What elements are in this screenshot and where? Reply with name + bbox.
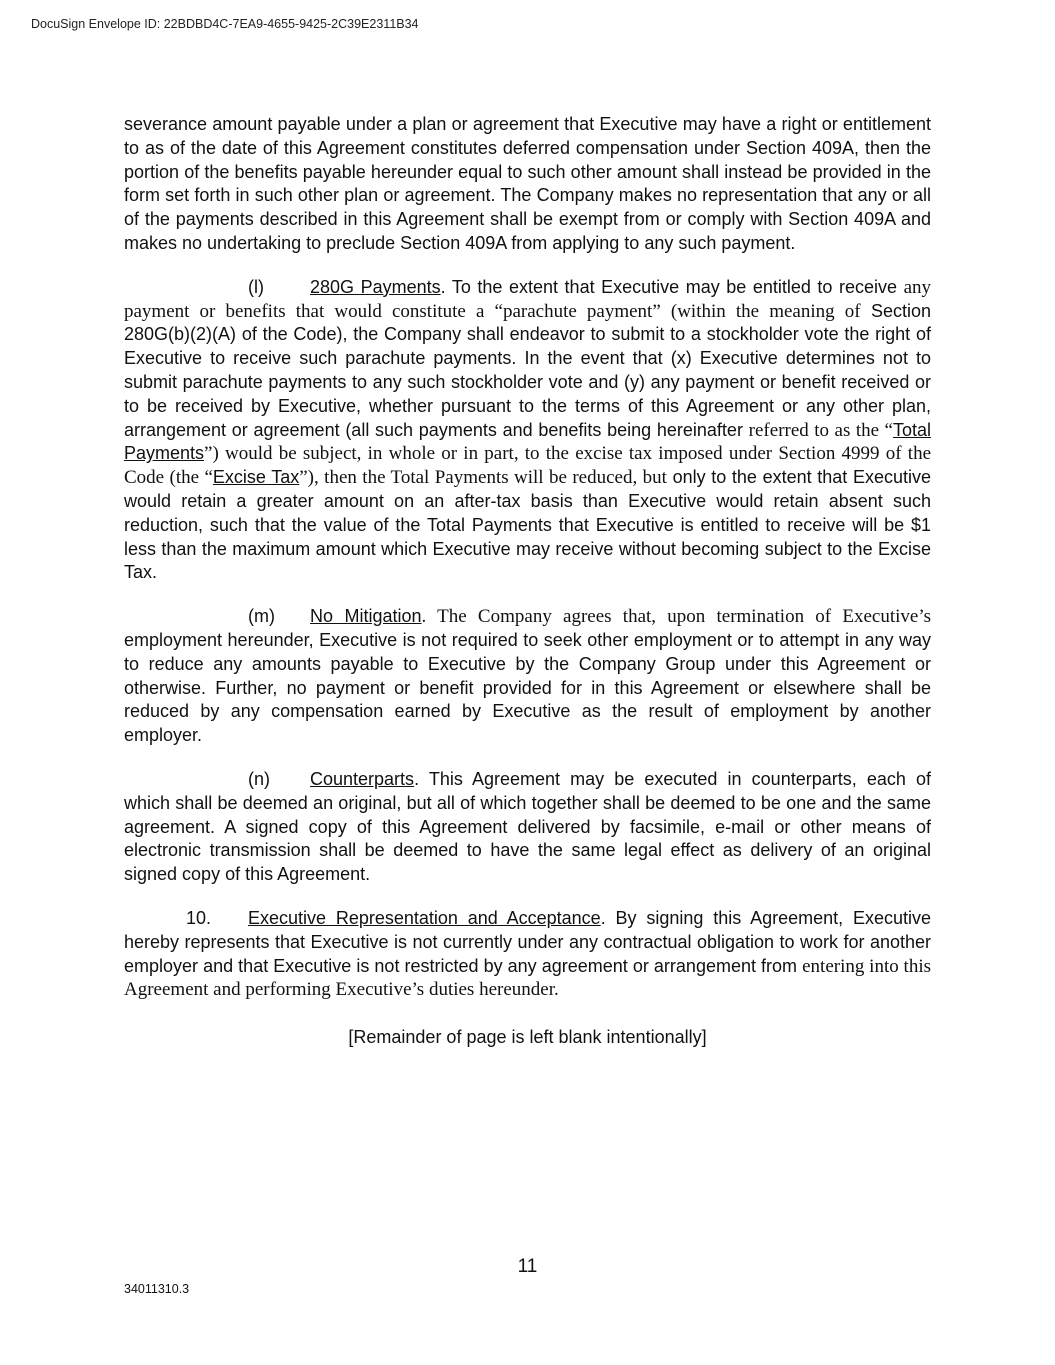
section-n-counterparts: (n) Counterparts. This Agreement may be executed in counterparts, each of which shall be deemed an original, but all of which together shall be deemed to be one and the same agreement. A signed copy of this Agreement delivered by facsimile, e-mail or other means of electronic transmission shall be deemed to have the same legal effect as delivery of an original signed copy of this Agreement. <box>124 768 931 885</box>
envelope-id: DocuSign Envelope ID: 22BDBD4C-7EA9-4655-9425-2C39E2311B34 <box>31 17 419 31</box>
defined-term: Excise Tax <box>212 467 300 488</box>
section-heading: No Mitigation <box>310 606 422 627</box>
section-m-no-mitigation: (m) No Mitigation. The Company agrees that, upon termination of Executive’s employment hereunder, Executive is not required to seek other employment or to attempt in any way to reduce any amounts payable to Executive by the Company Group under this Agreement or otherwise. Further, no payment or benefit provided for in this Agreement or elsewhere shall be reduced by any compensation earned by Executive as the result of employment by another employer. <box>124 606 931 746</box>
document-id: 34011310.3 <box>124 1282 190 1296</box>
paragraph-severance: severance amount payable under a plan or agreement that Executive may have a right or entitlement to as of the date of this Agreement constitutes deferred compensation under Section 409A, then the portion of the benefits payable hereunder equal to such other amount shall instead be provided in the form set forth in such other plan or agreement. The Company makes no representation that any or all of the payments described in this Agreement shall be exempt from or comply with Section 409A and makes no undertaking to preclude Section 409A from applying to any such payment. <box>124 114 931 253</box>
document-body <box>124 113 931 1070</box>
defined-term: Total Payments <box>124 419 931 464</box>
section-heading: Executive Representation and Acceptance <box>248 907 601 928</box>
section-marker: (l) <box>248 276 264 297</box>
section-marker: (m) <box>248 606 275 627</box>
section-marker: (n) <box>248 768 270 789</box>
page-number: 11 <box>517 1256 538 1277</box>
section-heading: 280G Payments <box>310 276 441 297</box>
section-marker: 10. <box>186 907 212 928</box>
remainder-note: [Remainder of page is left blank intentionally] <box>348 1027 707 1048</box>
section-heading: Counterparts <box>310 768 415 789</box>
section-l-280g-payments: (l) 280G Payments. To the extent that Executive may be entitled to receive any payment or benefits that would constitute a “parachute payment” (within the meaning of Section 280G(b)(2)(A) of the Code), the Company shall endeavor to submit to a stockholder vote the right of Executive to receive such parachute payments. In the event that (x) Executive determines not to submit parachute payments to any such stockholder vote and (y) any payment or benefit received or to be received by Executive, whether pursuant to the terms of this Agreement or any other plan, arrangement or agreement (all such payments and benefits being hereinafter referred to as the “Total Payments”) would be subject, in whole or in part, to the excise tax imposed under Section 4999 of the Code (the “Excise Tax”), then the Total Payments will be reduced, but only to the extent that Executive would retain a greater amount on an after-tax basis than Executive would retain absent such reduction, such that the value of the Total Payments that Executive is entitled to receive will be $1 less than the maximum amount which Executive may receive without becoming subject to the Excise Tax. <box>124 276 932 583</box>
section-10-executive-representation: 10. Executive Representation and Acceptance. By signing this Agreement, Executive hereby represents that Executive is not currently under any contractual obligation to work for another employer and that Executive is not restricted by any agreement or arrangement from entering into this Agreement and performing Executive’s duties hereunder. <box>124 907 931 1001</box>
